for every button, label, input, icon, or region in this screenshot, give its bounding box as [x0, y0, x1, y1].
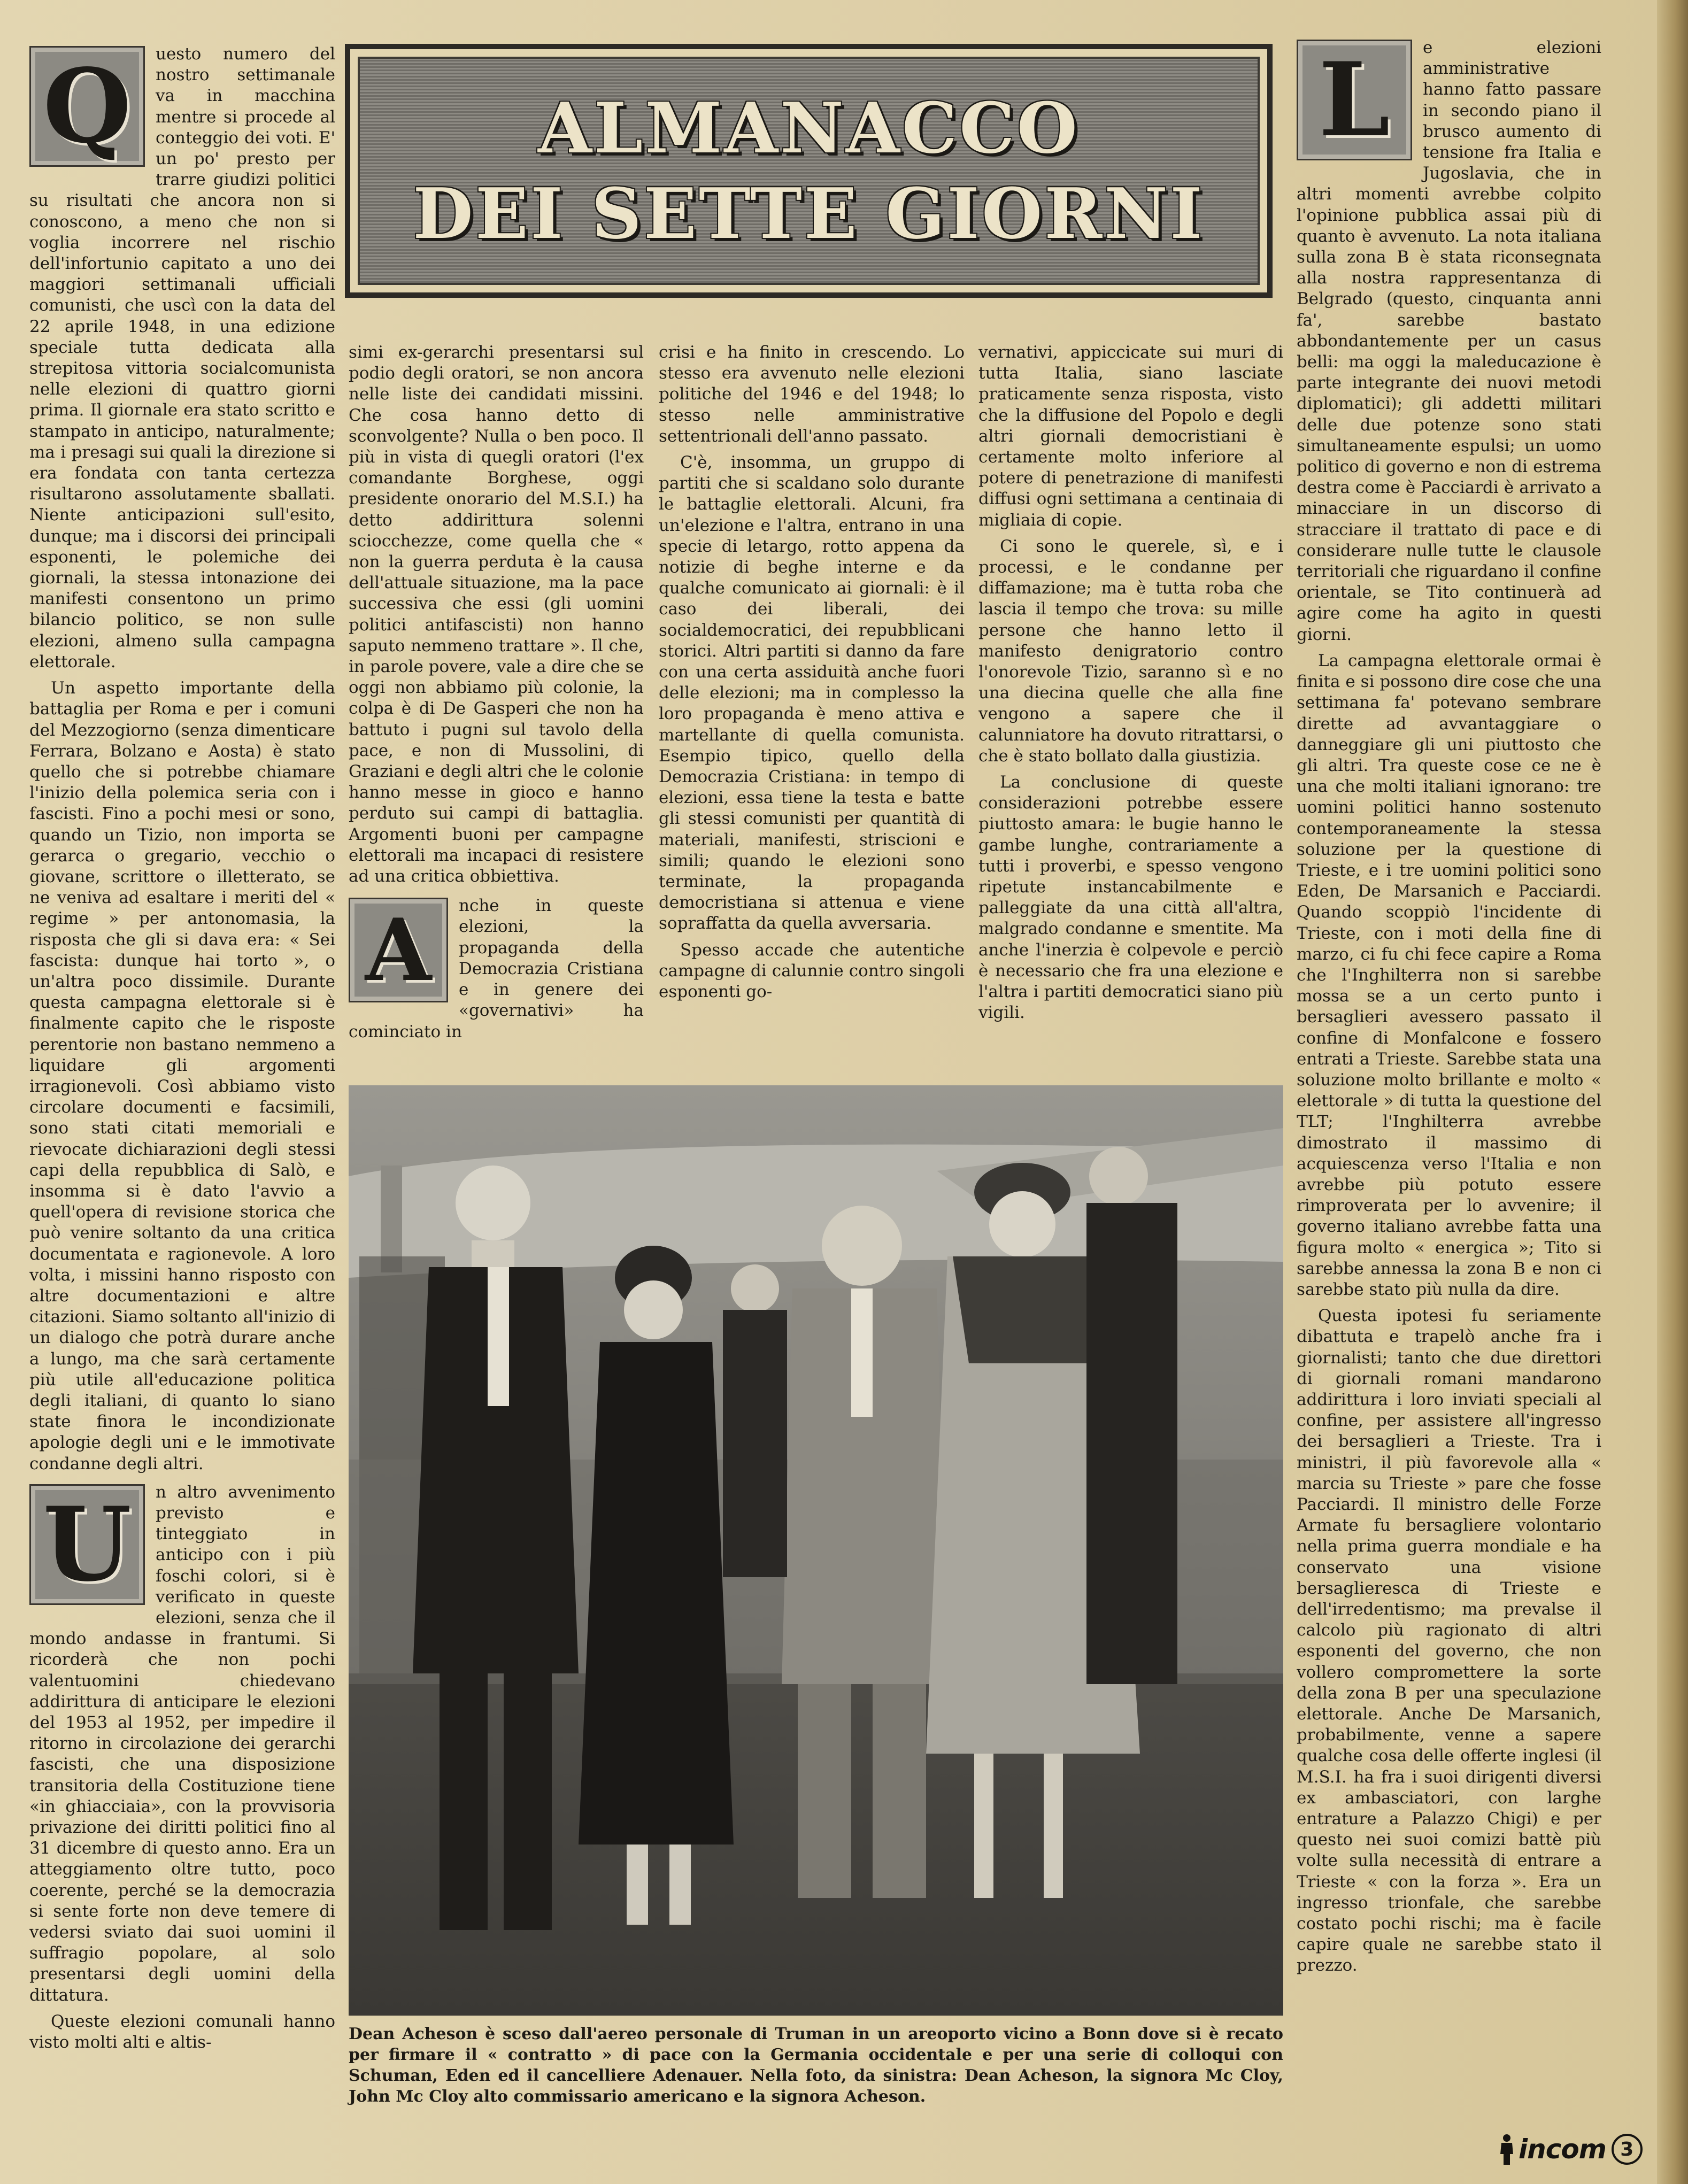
dropcap-l: L [1297, 40, 1412, 160]
col3-paragraph-1: crisi e ha finito in crescendo. Lo stesso era avvenuto nelle elezioni politiche del 1946 e del 1948; lo stesso nelle amministrative settentrionali dell'anno passato. [659, 343, 965, 446]
col5-paragraph-2: La campagna elettorale ormai è finita e si possono dire cose che una settimana fa' potevano sembrare dirette ad avvantaggiare o danneggiare gli uni piuttosto che gli altri. Tra queste cose ce ne è una che molti italiani ignorano: tre uomini politici hanno sostenuto contemporaneamente la stessa soluzione per la questione di Trieste, e i tre uomini politici sono Eden, De Marsanich e Pacciardi. Quando scoppiò l'incidente di Trieste, con i moti della fine di marzo, ci fu chi fece capire a Roma che l'Inghilterra non si sarebbe mossa se a un certo punto i bersaglieri avessero passato il confine di Monfalcone e fossero entrati a Trieste. Sarebbe stata una soluzione molto brillante e molto « elettorale » di tutta la questione del TLT; l'Inghilterra avrebbe dimostrato il massimo di acquiescenza verso l'Italia e non avrebbe più potuto essere rimproverata per lo avvenire; il governo italiano avrebbe fatta una figura molto « energica »; Tito si sarebbe annessa la zona B e non ci sarebbe stato più nulla da dire. [1297, 651, 1601, 1299]
column-4 [978, 342, 1283, 1069]
title-line-1: ALMANACCO [538, 87, 1080, 169]
incom-logo-text: incom [1519, 2134, 1606, 2165]
col1-paragraph-3: n altro avvenimento previsto e tinteggiato in anticipo con i più foschi colori, si è verificato in queste elezioni, senza che il mondo andasse in frantumi. Si ricorderà che non pochi valentuomini chiedevano addirittura di anticipare le elezioni del 1953 al 1952, per impedire il ritorno in circolazione dei gerarchi fascisti, che una disposizione transitoria della Costituzione tiene «in ghiacciaia», con la provvisoria privazione dei diritti politici fino al 31 dicembre di questo anno. Era un atteggiamento oltre tutto, poco coerente, perché se la democrazia si sente forte non deve temere di vedersi sviato dai suoi uomini il suffragio popolare, al solo presentarsi degli uomini della dittatura. [29, 1482, 335, 2005]
col5-paragraph-1: e elezioni amministrative hanno fatto passare in secondo piano il brusco aumento di tensione fra Italia e Jugoslavia, che in altri momenti avrebbe colpito l'opinione pubblica assai più di quanto è avvenuto. La nota italiana sulla zona B è stata riconsegnata alla nostra rappresentanza di Belgrado (questo, cinquanta anni fa', sarebbe bastato abbondantemente per un casus belli: ma oggi la maleducazione è parte integrante dei nuovi metodi diplomatici); gli addetti militari delle due potenze sono stati simultaneamente espulsi; un uomo politico di governo e non di estrema destra come è Pacciardi è arrivato a minacciare in un discorso di stracciare il trattato di pace e di considerare nulle tutte le clausole territoriali che riguardano il confine orientale, se Tito continuerà ad agire come ha agito in questi giorni. [1297, 38, 1601, 644]
page-number: 3 [1612, 2134, 1643, 2165]
photo-caption: Dean Acheson è sceso dall'aereo personale di Truman in un areoporto vicino a Bonn dove si è recato per firmare il « contratto » di pace con la Germania occidentale e per una serie di colloqui con Schuman, Eden ed il cancelliere Adenauer. Nella foto, da sinistra: Dean Acheson, la signora Mc Cloy, John Mc Cloy alto commissario americano e la signora Acheson. [349, 2025, 1283, 2106]
dropcap-u: U [29, 1484, 145, 1605]
page-spine [1657, 0, 1688, 2184]
column-5 [1297, 37, 1601, 2112]
col1-paragraph-1: uesto numero del nostro settimanale va in macchina mentre si procede al conteggio dei voti. E' un po' presto per trarre giudizi politici su risultati che ancora non si conoscono, a meno che non si voglia incorrere nel rischio dell'infortunio capitato a uno dei maggiori settimanali ufficiali comunisti, che uscì con la data del 22 aprile 1948, in una edizione speciale tutta dedicata alla strepitosa vittoria socialcomunista nelle elezioni di quattro giorni prima. Il giornale era stato scritto e stampato in anticipo, naturalmente; ma i presagi sui quali la direzione si era fondata con tanta certezza risultarono assolutamente sballati. Niente anticipazioni sull'esito, dunque; ma i discorsi dei principali esponenti, le polemiche dei giornali, la stessa intonazione dei manifesti consentono un primo bilancio politico, se non sulle elezioni, almeno sulla campagna elettorale. [29, 44, 335, 672]
column-1 [29, 44, 335, 2113]
col2-paragraph-2: nche in queste elezioni, la propaganda della Democrazia Cristiana e in genere dei «governativi» ha cominciato in [349, 896, 644, 1041]
col4-paragraph-2: Ci sono le querele, sì, e i processi, e le condanne per diffamazione; ma è tutta roba che lascia il tempo che trova: su mille persone che hanno letto il manifesto denigratorio contro l'onorevole Tizio, saranno sì e no una diecina quelle che alla fine vengono a sapere che il calunniatore ha dovuto ritrattarsi, o che è stato bollato dalla giustizia. [978, 536, 1283, 766]
col4-paragraph-1: vernativi, appiccicate sui muri di tutta Italia, siano lasciate praticamente senza risposta, visto che la diffusione del Popolo e degli altri giornali democristiani è certamente molto inferiore al potere di penetrazione di manifesti diffusi ogni settimana a centinaia di migliaia di copie. [978, 343, 1283, 530]
footer-logo [1497, 2133, 1643, 2165]
column-2 [349, 342, 644, 1069]
col3-paragraph-2: C'è, insomma, un gruppo di partiti che si scaldano solo durante le battaglie elettorali. Alcuni, fra un'elezione e l'altra, entrano in una specie di letargo, rotto appena da notizie di beghe interne e da qualche comunicato ai giornali: è il caso dei liberali, dei socialdemocratici, dei repubblicani storici. Altri partiti si danno da fare con una certa assiduità anche fuori delle elezioni; ma in complesso la loro propaganda è meno attiva e martellante di quella comunista. Esempio tipico, quello della Democrazia Cristiana: in tempo di elezioni, essa tiene la testa e batte gli stessi comunisti per quantità di materiali, manifesti, striscioni e simili; quando le elezioni sono terminate, la propaganda democristiana si attenua e viene sopraffatta da quella avversaria. [659, 453, 965, 933]
title-line-2: DEI SETTE GIORNI [413, 172, 1205, 254]
photo-illustration [349, 1085, 1283, 2016]
col2-paragraph-1: simi ex-gerarchi presentarsi sul podio degli oratori, se non ancora nelle liste dei candidati missini. Che cosa hanno detto di sconvolgente? Nulla o ben poco. Il più in vista di quegli oratori (l'ex comandante Borghese, oggi presidente onorario del M.S.I.) ha detto addirittura solenni sciocchezze, come quella che « non la guerra perduta è la causa dell'attuale situazione, ma la pace successiva che essi (gli uomini politici antifascisti) non hanno saputo nemmeno trattare ». Il che, in parole povere, vale a dire che se oggi non abbiamo più colonie, la colpa è di De Gasperi che non ha battuto i pugni sul tavolo della pace, e non di Mussolini, di Graziani e degli altri che le colonie hanno messe in gioco e hanno perduto sui campi di battaglia. Argomenti buoni per campagne elettorali ma incapaci di resistere ad una critica obbiettiva. [349, 343, 644, 886]
col1-paragraph-2: Un aspetto importante della battaglia per Roma e per i comuni del Mezzogiorno (senza dimenticare Ferrara, Bolzano e Aosta) è stato quello che si potrebbe chiamare l'inizio della polemica seria con i fascisti. Fino a pochi mesi or sono, quando un Tizio, non importa se gerarca o gregario, vecchio o giovane, scrittore o illetterato, se ne veniva ad esaltare i meriti del « regime » per antonomasia, la risposta che gli si dava era: « Sei fascista: dunque hai torto », o un'altra poco dissimile. Durante questa campagna elettorale si è finalmente capito che le risposte perentorie non bastano nemmeno a liquidare gli argomenti irragionevoli. Così abbiamo visto circolare documenti e facsimili, sono stati citati memoriali e rievocate dichiarazioni degli stessi capi della repubblica di Salò, e insomma si è dato l'avvio a quell'opera di revisione storica che può venire soltanto da una critica documentata e ragionevole. A loro volta, i missini hanno risposto con altre documentazioni e altre citazioni. Siamo soltanto all'inizio di un dialogo che potrà durare anche a lungo, ma che sarà certamente più utile all'educazione politica degli italiani, di quanto lo siano state finora le incondizionate apologie degli uni e le immotivate condanne degli altri. [29, 678, 335, 1473]
column-3 [659, 342, 965, 1069]
title-box [345, 44, 1273, 298]
photo-acheson-arrival [349, 1085, 1283, 2016]
incom-figure-icon [1497, 2134, 1516, 2165]
title-panel [358, 57, 1260, 285]
col5-paragraph-3: Questa ipotesi fu seriamente dibattuta e trapelò anche fra i giornalisti; tanto che due direttori di giornali romani mandarono addirittura i loro inviati speciali al confine, per assistere all'ingresso dei bersaglieri a Trieste. Tra i ministri, il più favorevole alla « marcia su Trieste » pare che fosse Pacciardi. Il ministro delle Forze Armate fu bersagliere volontario nella prima guerra mondiale e ha conservato una visione bersaglieresca di Trieste e dell'irredentismo; ma prevalse il calcolo più ragionato di altri esponenti del governo, che non vollero compromettere la sorte della zona B per una speculazione elettorale. Anche De Marsanich, probabilmente, venne a sapere qualche cosa delle offerte inglesi (il M.S.I. ha fra i suoi dirigenti diversi ex ambasciatori, con larghe entrature a Palazzo Chigi) e per questo nei suoi comizi battè più volte sulla necessità di entrare a Trieste « con la forza ». Era un ingresso trionfale, che sarebbe costato pochi rischi; ma è facile capire quale ne sarebbe stato il prezzo. [1297, 1306, 1601, 1975]
col4-paragraph-3: La conclusione di queste considerazioni potrebbe essere piuttosto amara: le bugie hanno le gambe lunghe, contrariamente a tutti i proverbi, e spesso vengono ripetute instancabilmente e palleggiate da una città all'altra, malgrado condanne e smentite. Ma anche l'inerzia è colpevole e perciò è necessario che fra una elezione e l'altra i partiti democratici siano più vigili. [978, 773, 1283, 1023]
dropcap-a: A [349, 898, 448, 1002]
col3-paragraph-3: Spesso accade che autentiche campagne di calunnie contro singoli esponenti go- [659, 940, 965, 1002]
col1-paragraph-4: Queste elezioni comunali hanno visto molti alti e altis- [29, 2011, 335, 2052]
dropcap-q: Q [29, 46, 145, 167]
